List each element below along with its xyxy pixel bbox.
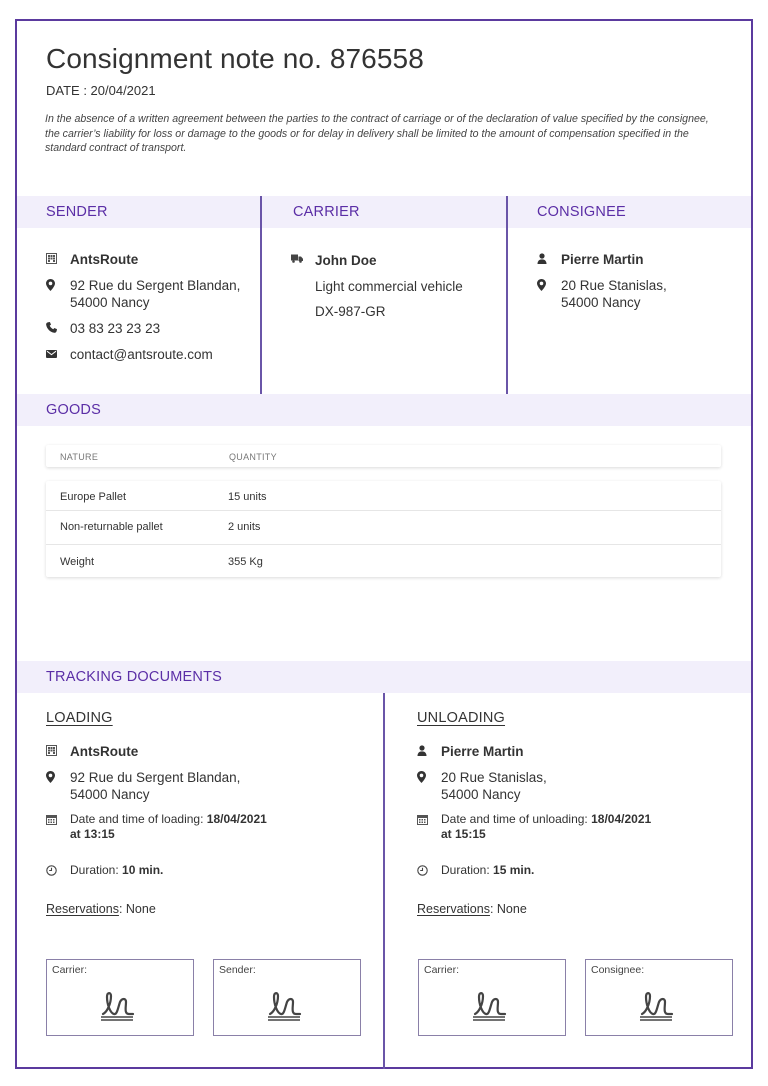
document-date: DATE : 20/04/2021	[46, 83, 156, 98]
sender-address-line2: 54000 Nancy	[70, 295, 150, 310]
tracking-heading: TRACKING DOCUMENTS	[46, 669, 222, 685]
row-divider	[46, 510, 721, 511]
unloading-address-line2: 54000 Nancy	[441, 787, 521, 802]
consignee-address-line2: 54000 Nancy	[561, 295, 641, 310]
liability-disclaimer: In the absence of a written agreement between the parties to the contract of carriage or of the declaration of value specified by the consignee, the carrier’s liability for loss or damage to the goods or for delay in delivery shall be limited to the amount of compensation specified in the standard contract of transport.	[45, 113, 709, 154]
carrier-signature-box[interactable]	[418, 959, 566, 1036]
goods-header-band	[17, 394, 751, 426]
building-icon	[46, 251, 70, 264]
map-pin-icon	[537, 277, 561, 291]
carrier-name-row	[291, 252, 377, 269]
unloading-name-row	[417, 743, 524, 760]
envelope-icon	[46, 346, 70, 358]
loading-address-line2: 54000 Nancy	[70, 787, 150, 802]
unloading-duration-row	[417, 863, 534, 878]
clock-icon	[46, 863, 70, 876]
carrier-heading: CARRIER	[293, 204, 360, 220]
signature-icon	[99, 990, 135, 1022]
signature-label: Carrier:	[424, 964, 460, 976]
loading-duration-value: 10 min.	[122, 863, 164, 877]
truck-icon	[291, 252, 315, 263]
goods-quantity: 355 Kg	[228, 556, 263, 568]
calendar-icon	[417, 812, 441, 825]
calendar-icon	[46, 812, 70, 825]
consignee-heading: CONSIGNEE	[537, 204, 626, 220]
unloading-duration-value: 15 min.	[493, 863, 535, 877]
loading-datetime-label: Date and time of loading:	[70, 812, 207, 826]
phone-icon	[46, 320, 70, 333]
loading-reservations-value: : None	[118, 902, 156, 916]
page-title: Consignment note no. 876558	[46, 43, 424, 74]
loading-address-row	[46, 769, 240, 803]
consignee-address-line1: 20 Rue Stanislas,	[561, 278, 667, 293]
user-icon	[417, 743, 441, 756]
loading-title: LOADING	[46, 710, 113, 726]
sender-address-line1: 92 Rue du Sergent Blandan,	[70, 278, 241, 293]
sender-phone-row	[46, 320, 160, 337]
signature-icon	[266, 990, 302, 1022]
column-header-quantity: QUANTITY	[229, 452, 277, 462]
sender-name-row	[46, 251, 138, 268]
carrier-plate: DX-987-GR	[315, 304, 386, 319]
goods-table-body	[46, 481, 721, 577]
sender-email-row	[46, 346, 213, 363]
carrier-signature-box[interactable]	[46, 959, 194, 1036]
goods-nature: Non-returnable pallet	[60, 521, 163, 533]
map-pin-icon	[417, 769, 441, 783]
loading-time: at 13:15	[70, 827, 115, 841]
building-icon	[46, 743, 70, 756]
signature-label: Carrier:	[52, 964, 88, 976]
loading-duration-row	[46, 863, 163, 878]
sender-heading: SENDER	[46, 204, 108, 220]
consignee-name-row	[537, 251, 644, 268]
loading-datetime-row	[46, 812, 267, 842]
column-header-nature: NATURE	[60, 452, 99, 462]
clock-icon	[417, 863, 441, 876]
unloading-address-line1: 20 Rue Stanislas,	[441, 770, 547, 785]
goods-nature: Europe Pallet	[60, 491, 127, 503]
loading-name-row	[46, 743, 138, 760]
consignee-name: Pierre Martin	[561, 252, 644, 267]
sender-address-row	[46, 277, 240, 311]
unloading-time: at 15:15	[441, 827, 486, 841]
loading-reservations	[46, 902, 156, 916]
signature-label: Consignee:	[591, 964, 645, 976]
column-divider	[506, 196, 508, 394]
map-pin-icon	[46, 277, 70, 291]
unloading-title: UNLOADING	[417, 710, 506, 726]
loading-reservations-label: Reservations	[46, 902, 119, 916]
unloading-name: Pierre Martin	[441, 744, 524, 759]
unloading-date: 18/04/2021	[591, 812, 652, 826]
signature-icon	[471, 990, 507, 1022]
loading-name: AntsRoute	[70, 744, 139, 759]
goods-quantity: 2 units	[228, 521, 261, 533]
sender-name: AntsRoute	[70, 252, 139, 267]
loading-date: 18/04/2021	[206, 812, 267, 826]
unloading-datetime-label: Date and time of unloading:	[441, 812, 592, 826]
loading-duration-label: Duration:	[70, 863, 123, 877]
signature-icon	[638, 990, 674, 1022]
signature-label: Sender:	[219, 964, 256, 976]
column-divider	[260, 196, 262, 394]
goods-heading: GOODS	[46, 402, 101, 418]
consignee-address-row	[537, 277, 667, 311]
unloading-reservations-value: : None	[489, 902, 527, 916]
consignment-note	[15, 19, 753, 1069]
goods-quantity: 15 units	[228, 491, 267, 503]
unloading-datetime-row	[417, 812, 651, 842]
row-divider	[46, 544, 721, 545]
unloading-address-row	[417, 769, 547, 803]
sender-phone: 03 83 23 23 23	[70, 321, 161, 336]
map-pin-icon	[46, 769, 70, 783]
unloading-reservations-label: Reservations	[417, 902, 490, 916]
unloading-reservations	[417, 902, 527, 916]
carrier-name: John Doe	[315, 253, 377, 268]
unloading-duration-label: Duration:	[441, 863, 494, 877]
sender-signature-box[interactable]	[213, 959, 361, 1036]
goods-nature: Weight	[60, 556, 95, 568]
user-icon	[537, 251, 561, 264]
sender-email[interactable]: contact@antsroute.com	[70, 347, 213, 362]
consignee-signature-box[interactable]	[585, 959, 733, 1036]
tracking-column-divider	[383, 693, 385, 1069]
parties-header-band	[17, 196, 751, 228]
goods-table-header	[46, 445, 721, 467]
loading-address-line1: 92 Rue du Sergent Blandan,	[70, 770, 241, 785]
carrier-vehicle: Light commercial vehicle	[315, 279, 463, 294]
